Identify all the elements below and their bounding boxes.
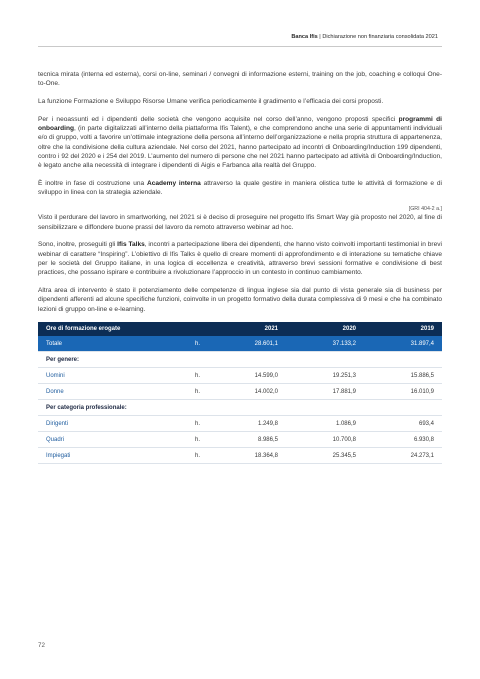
header-2019: 2019 — [420, 326, 434, 333]
paragraph-course-evaluation: La funzione Formazione e Sviluppo Risorse Umane verifica periodicamente il gradimento e l’efficacia dei corsi proposti. — [38, 98, 384, 106]
gri-reference: [GRI 404-2 a.] — [408, 206, 442, 213]
section-label: Per genere: — [38, 352, 442, 368]
header-2020: 2020 — [342, 326, 356, 333]
row-value-2019: 31.897,4 — [364, 336, 442, 352]
table-row-employees — [38, 448, 442, 464]
page-content — [38, 70, 442, 464]
row-unit: h. — [162, 368, 208, 384]
header-divider — [38, 46, 442, 47]
row-unit: h. — [162, 416, 208, 432]
row-value-2021: 14.599,0 — [208, 368, 286, 384]
paragraph-ifis-talks — [38, 240, 442, 277]
row-label: Donne — [38, 384, 162, 400]
paragraph-training-methods: tecnica mirata (interna ed esterna), corsi on-line, seminari / convegni di informazione esterni, training on the job, coaching e colloqui One-to-One. — [38, 71, 442, 88]
paragraph-onboarding — [38, 115, 442, 171]
page-number: 72 — [38, 642, 45, 649]
table-section-gender — [38, 352, 442, 368]
header-brand: Banca Ifis — [291, 34, 318, 40]
row-unit: h. — [162, 448, 208, 464]
row-value-2021: 8.986,5 — [208, 432, 286, 448]
row-value-2021: 18.364,8 — [208, 448, 286, 464]
row-value-2020: 10.700,8 — [286, 432, 364, 448]
talks-text-end: , incontri a partecipazione libera dei dipendenti, che hanno visto coinvolti importanti testimonial in brevi webinar di carattere “Inspiring”. L’obiettivo di Ifis Talks è quello di creare momenti di approfondimento e di interazione su tematiche chiave per le società del Gruppo italiane, in una logica di eccellenza e creatività, attraverso brevi sessioni formative e condivisione di best practices, che possano ispirare e contribuire a rivoluzionare l’approccio in un contesto in continuo cambiamento. — [38, 241, 442, 277]
table-row-total — [38, 336, 442, 352]
paragraph-academy — [38, 179, 442, 198]
table-row-women — [38, 384, 442, 400]
academy-text-end: attraverso la quale gestire in maniera olistica tutte le attività di formazione e di sviluppo in linea con la strategia aziendale. — [38, 180, 442, 197]
paragraph-english-training: Altra area di intervento è stato il potenziamento delle competenze di lingua inglese sia dal punto di vista generale sia di business per dipendenti afferenti ad alcune specifiche funzioni, coinvolte in un progetto formativo della durata complessiva di 9 mesi e che ha combinato lezioni di gruppo on-line e e-learning. — [38, 287, 442, 313]
row-label: Impiegati — [38, 448, 162, 464]
row-value-2021: 1.249,8 — [208, 416, 286, 432]
training-hours-table — [38, 322, 442, 464]
row-unit: h. — [162, 384, 208, 400]
table-row-men — [38, 368, 442, 384]
header-separator: | — [317, 34, 323, 40]
row-value-2020: 37.133,2 — [286, 336, 364, 352]
row-label: Dirigenti — [38, 416, 162, 432]
row-value-2019: 6.930,8 — [364, 432, 442, 448]
row-value-2019: 24.273,1 — [364, 448, 442, 464]
table-section-category — [38, 400, 442, 416]
row-value-2021: 14.002,0 — [208, 384, 286, 400]
header-unit — [162, 322, 208, 336]
row-value-2020: 25.345,5 — [286, 448, 364, 464]
table-row-cadres — [38, 432, 442, 448]
row-unit: h. — [162, 432, 208, 448]
table-row-managers — [38, 416, 442, 432]
row-unit: h. — [162, 336, 208, 352]
paragraph-smart-way: Visto il perdurare del lavoro in smartworking, nel 2021 si è deciso di proseguire nel progetto Ifis Smart Way già proposto nel 2020, al fine di sensibilizzare e diffondere buone prassi del lavoro da remoto attraverso webinar ad hoc. — [38, 214, 442, 231]
section-label: Per categoria professionale: — [38, 400, 442, 416]
row-value-2019: 693,4 — [364, 416, 442, 432]
row-value-2019: 15.886,5 — [364, 368, 442, 384]
row-value-2020: 1.086,9 — [286, 416, 364, 432]
row-label: Quadri — [38, 432, 162, 448]
header-label: Ore di formazione erogate — [46, 326, 121, 333]
row-value-2021: 28.601,1 — [208, 336, 286, 352]
header-title: Dichiarazione non finanziaria consolidata 2021 — [322, 34, 438, 40]
academy-text-start: È inoltre in fase di costruzione una — [38, 180, 147, 188]
table-header-row — [38, 322, 442, 336]
row-label: Uomini — [38, 368, 162, 384]
row-value-2020: 19.251,3 — [286, 368, 364, 384]
onboarding-text-start: Per i neoassunti ed i dipendenti delle società che vengono acquisite nel corso dell’anno, vengono proposti specifici — [38, 115, 399, 123]
onboarding-text-end: , (in parte digitalizzati all’interno della piattaforma Ifis Talent), e che comprendono anche una serie di appuntamenti individuali e/o di gruppo, volti a favorire un’ottimale integrazione della persona all’interno dell’organizzazione e nella propria struttura di appartenenza, oltre che la condivisione della cultura aziendale. Nel corso del 2021, hanno partecipato ad incontri di Onboarding/Induction 199 dipendenti, contro i 92 del 2020 e i 254 del 2019. L’aumento del numero di persone che nel 2021 hanno partecipato ad attività di Onboarding/Induction, è legato anche alla necessità di integrare i dipendenti di Aigis e Farbanca alla realtà del Gruppo. — [38, 125, 442, 170]
talks-highlight: Ifis Talks — [117, 241, 145, 249]
talks-text-start: Sono, inoltre, proseguiti gli — [38, 241, 118, 249]
header-2021: 2021 — [264, 326, 278, 333]
row-label: Totale — [38, 336, 162, 352]
row-value-2019: 16.010,9 — [364, 384, 442, 400]
onboarding-highlight: programmi di onboarding — [38, 115, 442, 133]
page-header — [291, 34, 438, 40]
academy-highlight: Academy interna — [146, 180, 201, 188]
row-value-2020: 17.881,9 — [286, 384, 364, 400]
